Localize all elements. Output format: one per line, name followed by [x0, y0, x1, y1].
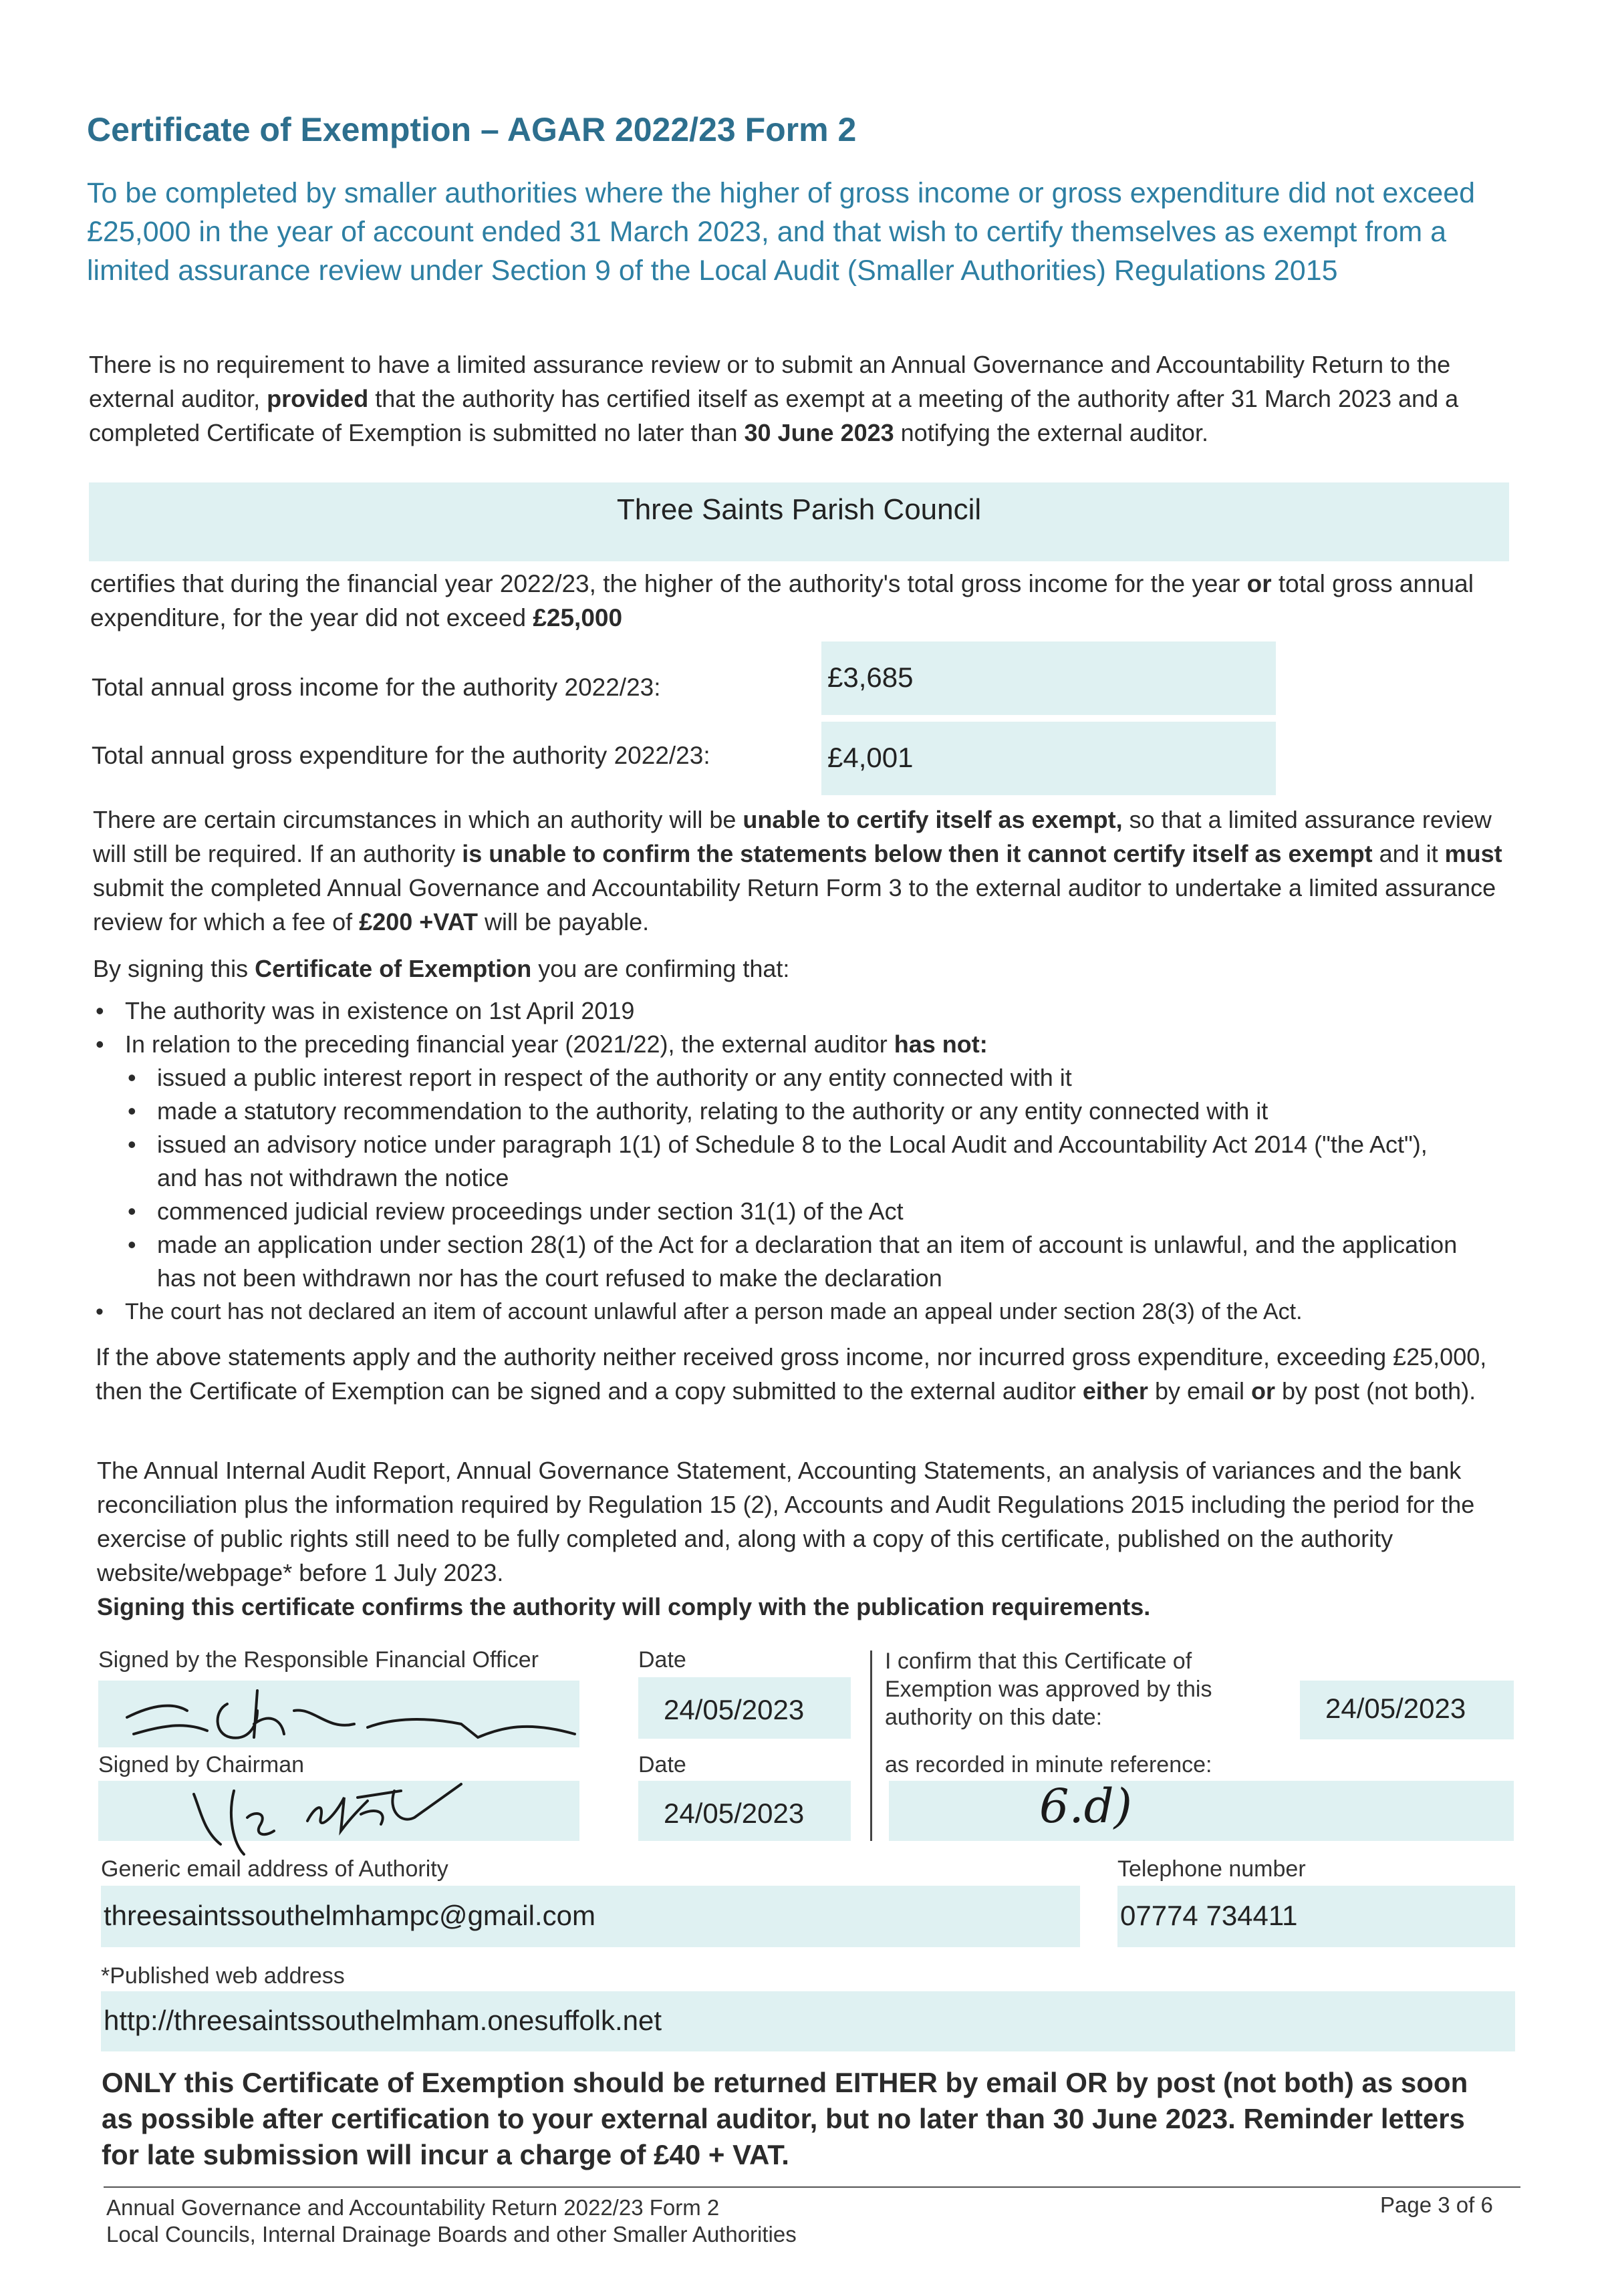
minute-label: as recorded in minute reference: — [885, 1752, 1212, 1777]
chair-date-label: Date — [638, 1752, 686, 1777]
circ-h: £200 +VAT — [359, 908, 478, 936]
signature-divider — [870, 1651, 872, 1841]
certifies-or: or — [1246, 570, 1272, 597]
intro-bold-provided: provided — [267, 385, 369, 412]
above-a: If the above statements apply and the authority neither received gross income, nor incurred gross expenditure, exceeding £25,000, then the Certificate of Exemption can be signed and a copy submitted to the external auditor — [96, 1343, 1487, 1405]
circ-i: will be payable. — [477, 908, 650, 936]
circ-f: must — [1444, 840, 1502, 867]
footer-line-2: Local Councils, Internal Drainage Boards and other Smaller Authorities — [106, 2222, 797, 2247]
intro-text-1: There is no requirement to have a limited assurance review or to submit an Annual Governance and Accountability Return to the external auditor, — [89, 351, 1451, 412]
circ-d: is unable to confirm the statements below then it cannot certify itself as exempt — [462, 840, 1373, 867]
email-value: threesaintssouthelmhampc@gmail.com — [104, 1900, 595, 1931]
certifies-paragraph — [90, 567, 1514, 635]
web-value: http://threesaintssouthelmham.onesuffolk.net — [104, 2005, 662, 2036]
sub-bullet: • made a statutory recommendation to the authority, relating to the authority or any entity connected with it — [93, 1095, 1523, 1128]
rfo-date-label: Date — [638, 1647, 686, 1673]
intro-text-3: notifying the external auditor. — [894, 419, 1208, 446]
rfo-signature — [114, 1671, 595, 1757]
bullet-auditor-bold: has not: — [894, 1030, 988, 1058]
bullet-court: • The court has not declared an item of account unlawful after a person made an appeal under section 28(3) of the Act. — [93, 1295, 1523, 1328]
circ-a: There are certain circumstances in which an authority will be — [93, 806, 743, 833]
above-or: or — [1251, 1377, 1276, 1405]
sub-bullet: • commenced judicial review proceedings under section 31(1) of the Act — [93, 1195, 1523, 1228]
annual-bold: Signing this certificate confirms the authority will comply with the publication requirements. — [97, 1593, 1151, 1620]
footer-line-1: Annual Governance and Accountability Return 2022/23 Form 2 — [106, 2195, 720, 2220]
chair-label: Signed by Chairman — [98, 1752, 305, 1777]
minute-ref-box — [889, 1781, 1514, 1841]
bullet-existence: • The authority was in existence on 1st April 2019 — [93, 994, 1523, 1028]
circ-e: and it — [1372, 840, 1445, 867]
page-title: Certificate of Exemption – AGAR 2022/23 Form 2 — [87, 111, 857, 148]
income-label: Total annual gross income for the authority 2022/23: — [92, 674, 661, 701]
signing-intro — [93, 952, 789, 986]
web-label: *Published web address — [101, 1963, 345, 1989]
annual-paragraph — [97, 1453, 1520, 1624]
email-label: Generic email address of Authority — [101, 1856, 448, 1882]
bullet-auditor-text: In relation to the preceding financial year (2021/22), the external auditor — [125, 1030, 894, 1058]
phone-label: Telephone number — [1117, 1856, 1306, 1882]
expenditure-value: £4,001 — [827, 742, 914, 773]
page-number: Page 3 of 6 — [1380, 2192, 1493, 2217]
approval-label: I confirm that this Certificate of Exemption was approved by this authority on this date: — [885, 1648, 1212, 1730]
income-value: £3,685 — [827, 662, 914, 693]
authority-name: Three Saints Parish Council — [616, 493, 982, 526]
final-notice: ONLY this Certificate of Exemption should be returned EITHER by email OR by post (not both) as soon as possible after certification to your external auditor, but no later than 30 June 2023. Reminder letters for late submission will incur a charge of £40 + VAT. — [102, 2067, 1468, 2170]
subtitle: To be completed by smaller authorities where the higher of gross income or gross expenditure did not exceed £25,000 in the year of account ended 31 March 2023, and that wish to certify themselves as exempt from a limited assurance review under Section 9 of the Local Audit (Smaller Authorities) Regulations 2015 — [87, 177, 1476, 287]
minute-ref: 6.d) — [1039, 1779, 1132, 1834]
certifies-text-2: total gross annual expenditure, for the year did not exceed — [90, 570, 1474, 631]
above-b: by email — [1148, 1377, 1252, 1405]
circumstances-paragraph — [93, 803, 1516, 939]
bullet-auditor — [93, 1028, 1523, 1061]
above-either: either — [1082, 1377, 1148, 1405]
signing-c: you are confirming that: — [531, 955, 790, 982]
sub-bullet: • made an application under section 28(1) of the Act for a declaration that an item of account is unlawful, and the application has not been withdrawn nor has the court refused to make the declaration — [93, 1228, 1523, 1295]
chair-date: 24/05/2023 — [664, 1798, 805, 1829]
sub-bullet: • issued a public interest report in respect of the authority or any entity connected with it — [93, 1061, 1523, 1095]
circ-g: submit the completed Annual Governance and Accountability Return Form 3 to the external auditor to undertake a limited assurance review for which a fee of — [93, 874, 1496, 936]
above-c: by post (not both). — [1275, 1377, 1476, 1405]
certifies-limit: £25,000 — [533, 604, 623, 631]
signing-b: Certificate of Exemption — [255, 955, 532, 982]
expenditure-label: Total annual gross expenditure for the authority 2022/23: — [92, 742, 710, 769]
above-paragraph — [96, 1340, 1519, 1408]
signing-a: By signing this — [93, 955, 255, 982]
approval-date: 24/05/2023 — [1325, 1693, 1466, 1724]
intro-bold-date: 30 June 2023 — [744, 419, 894, 446]
certifies-text-1: certifies that during the financial year 2022/23, the higher of the authority's total gross income for the year — [90, 570, 1247, 597]
circ-b: unable to certify itself as exempt, — [743, 806, 1123, 833]
footer-rule — [104, 2186, 1520, 2188]
rfo-date: 24/05/2023 — [664, 1694, 805, 1725]
intro-paragraph — [89, 347, 1512, 450]
rfo-label: Signed by the Responsible Financial Officer — [98, 1647, 539, 1673]
sub-bullet: • issued an advisory notice under paragraph 1(1) of Schedule 8 to the Local Audit and Accountability Act 2014 ("the Act"), and has not withdrawn the notice — [93, 1128, 1523, 1195]
intro-text-2: that the authority has certified itself as exempt at a meeting of the authority after 31 March 2023 and a completed Certificate of Exemption is submitted no later than — [89, 385, 1459, 446]
annual-text: The Annual Internal Audit Report, Annual Governance Statement, Accounting Statements, an analysis of variances and the bank reconciliation plus the information required by Regulation 15 (2), Accounts and Audit Regulations 2015 including the period for the exercise of public rights still need to be fully completed and, along with a copy of this certificate, published on the authority website/webpage* before 1 July 2023. — [97, 1457, 1475, 1586]
circ-c: so that a limited assurance review will still be required. If an authority — [93, 806, 1492, 867]
phone-value: 07774 734411 — [1120, 1900, 1298, 1931]
confirmation-list — [93, 994, 1523, 1328]
